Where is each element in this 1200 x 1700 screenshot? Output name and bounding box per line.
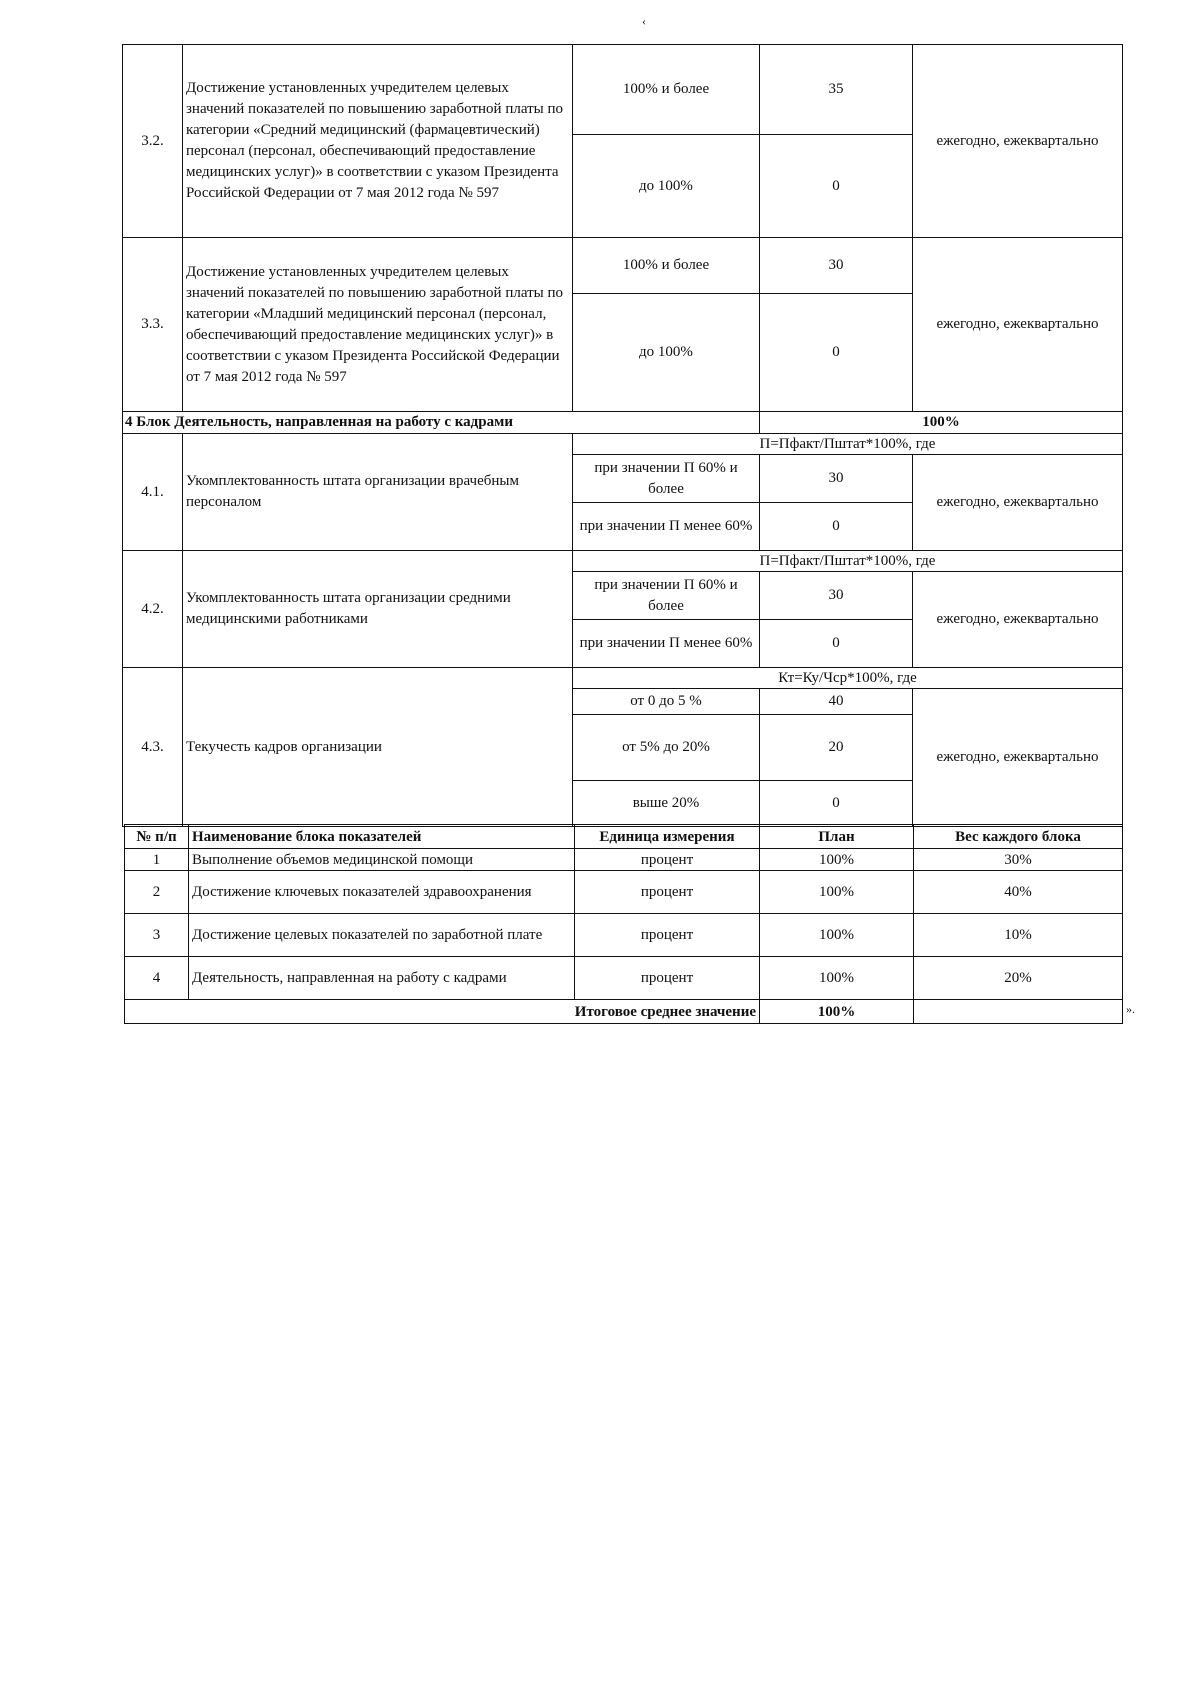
summary-num: 4: [125, 957, 189, 1000]
header-num: № п/п: [125, 825, 189, 849]
frequency-cell: ежегодно, ежеквартально: [913, 238, 1123, 412]
total-row: [125, 1000, 1123, 1024]
condition-cell: при значении П 60% и более: [573, 455, 760, 503]
row-number: 4.2.: [123, 551, 183, 668]
summary-plan: 100%: [760, 849, 914, 871]
closing-quote-mark: ».: [1126, 1002, 1135, 1016]
table-row: [123, 668, 1123, 689]
block-header-row: [123, 412, 1123, 434]
indicator-name: Укомплектованность штата организации врачебным персоналом: [183, 434, 573, 551]
page-mark: ‹: [642, 14, 646, 28]
table-row: [123, 551, 1123, 572]
condition-cell: выше 20%: [573, 781, 760, 827]
table-row: [125, 871, 1123, 914]
condition-cell: до 100%: [573, 294, 760, 412]
total-value: 100%: [760, 1000, 914, 1024]
summary-name: Достижение ключевых показателей здравоохранения: [189, 871, 575, 914]
condition-cell: до 100%: [573, 135, 760, 238]
formula-cell: Кт=Ку/Чср*100%, где: [573, 668, 1123, 689]
table-row: [125, 914, 1123, 957]
table-row: [123, 238, 1123, 294]
indicator-name: Текучесть кадров организации: [183, 668, 573, 827]
summary-weight: 20%: [914, 957, 1123, 1000]
summary-weight: 40%: [914, 871, 1123, 914]
summary-name: Деятельность, направленная на работу с кадрами: [189, 957, 575, 1000]
summary-header-row: [125, 825, 1123, 849]
points-cell: 0: [760, 135, 913, 238]
summary-num: 1: [125, 849, 189, 871]
table-row: [123, 45, 1123, 135]
frequency-cell: ежегодно, ежеквартально: [913, 455, 1123, 551]
row-number: 4.1.: [123, 434, 183, 551]
summary-weight: 10%: [914, 914, 1123, 957]
header-name: Наименование блока показателей: [189, 825, 575, 849]
summary-num: 2: [125, 871, 189, 914]
block-title: 4 Блок Деятельность, направленная на работу с кадрами: [123, 412, 760, 434]
summary-weight: 30%: [914, 849, 1123, 871]
summary-name: Достижение целевых показателей по заработной плате: [189, 914, 575, 957]
summary-table: [124, 824, 1123, 1024]
points-cell: 0: [760, 294, 913, 412]
row-number: 3.3.: [123, 238, 183, 412]
frequency-cell: ежегодно, ежеквартально: [913, 45, 1123, 238]
indicator-name: Достижение установленных учредителем целевых значений показателей по повышению заработной платы по категории «Средний медицинский (фармацевтический) персонал (персонал, обеспечивающий предоставление медицинских услуг)» в соответствии с указом Президента Российской Федерации от 7 мая 2012 года № 597: [183, 45, 573, 238]
row-number: 4.3.: [123, 668, 183, 827]
summary-plan: 100%: [760, 871, 914, 914]
summary-unit: процент: [575, 871, 760, 914]
condition-cell: от 0 до 5 %: [573, 689, 760, 715]
points-cell: 0: [760, 781, 913, 827]
points-cell: 0: [760, 620, 913, 668]
block-value: 100%: [760, 412, 1123, 434]
points-cell: 30: [760, 455, 913, 503]
table-row: [123, 434, 1123, 455]
points-cell: 0: [760, 503, 913, 551]
summary-unit: процент: [575, 914, 760, 957]
summary-num: 3: [125, 914, 189, 957]
frequency-cell: ежегодно, ежеквартально: [913, 572, 1123, 668]
condition-cell: при значении П менее 60%: [573, 620, 760, 668]
indicators-table: [122, 44, 1123, 827]
condition-cell: от 5% до 20%: [573, 715, 760, 781]
points-cell: 35: [760, 45, 913, 135]
points-cell: 30: [760, 238, 913, 294]
table-row: [125, 849, 1123, 871]
condition-cell: при значении П менее 60%: [573, 503, 760, 551]
row-number: 3.2.: [123, 45, 183, 238]
summary-unit: процент: [575, 849, 760, 871]
header-weight: Вес каждого блока: [914, 825, 1123, 849]
total-weight: [914, 1000, 1123, 1024]
points-cell: 20: [760, 715, 913, 781]
header-plan: План: [760, 825, 914, 849]
summary-unit: процент: [575, 957, 760, 1000]
total-label: Итоговое среднее значение: [125, 1000, 760, 1024]
summary-plan: 100%: [760, 914, 914, 957]
condition-cell: 100% и более: [573, 45, 760, 135]
frequency-cell: ежегодно, ежеквартально: [913, 689, 1123, 827]
summary-plan: 100%: [760, 957, 914, 1000]
points-cell: 40: [760, 689, 913, 715]
indicator-name: Укомплектованность штата организации средними медицинскими работниками: [183, 551, 573, 668]
formula-cell: П=Пфакт/Пштат*100%, где: [573, 551, 1123, 572]
summary-name: Выполнение объемов медицинской помощи: [189, 849, 575, 871]
condition-cell: 100% и более: [573, 238, 760, 294]
table-row: [125, 957, 1123, 1000]
points-cell: 30: [760, 572, 913, 620]
header-unit: Единица измерения: [575, 825, 760, 849]
formula-cell: П=Пфакт/Пштат*100%, где: [573, 434, 1123, 455]
condition-cell: при значении П 60% и более: [573, 572, 760, 620]
indicator-name: Достижение установленных учредителем целевых значений показателей по повышению заработной платы по категории «Младший медицинский персонал (персонал, обеспечивающий предоставление медицинских услуг)» в соответствии с указом Президента Российской Федерации от 7 мая 2012 года № 597: [183, 238, 573, 412]
